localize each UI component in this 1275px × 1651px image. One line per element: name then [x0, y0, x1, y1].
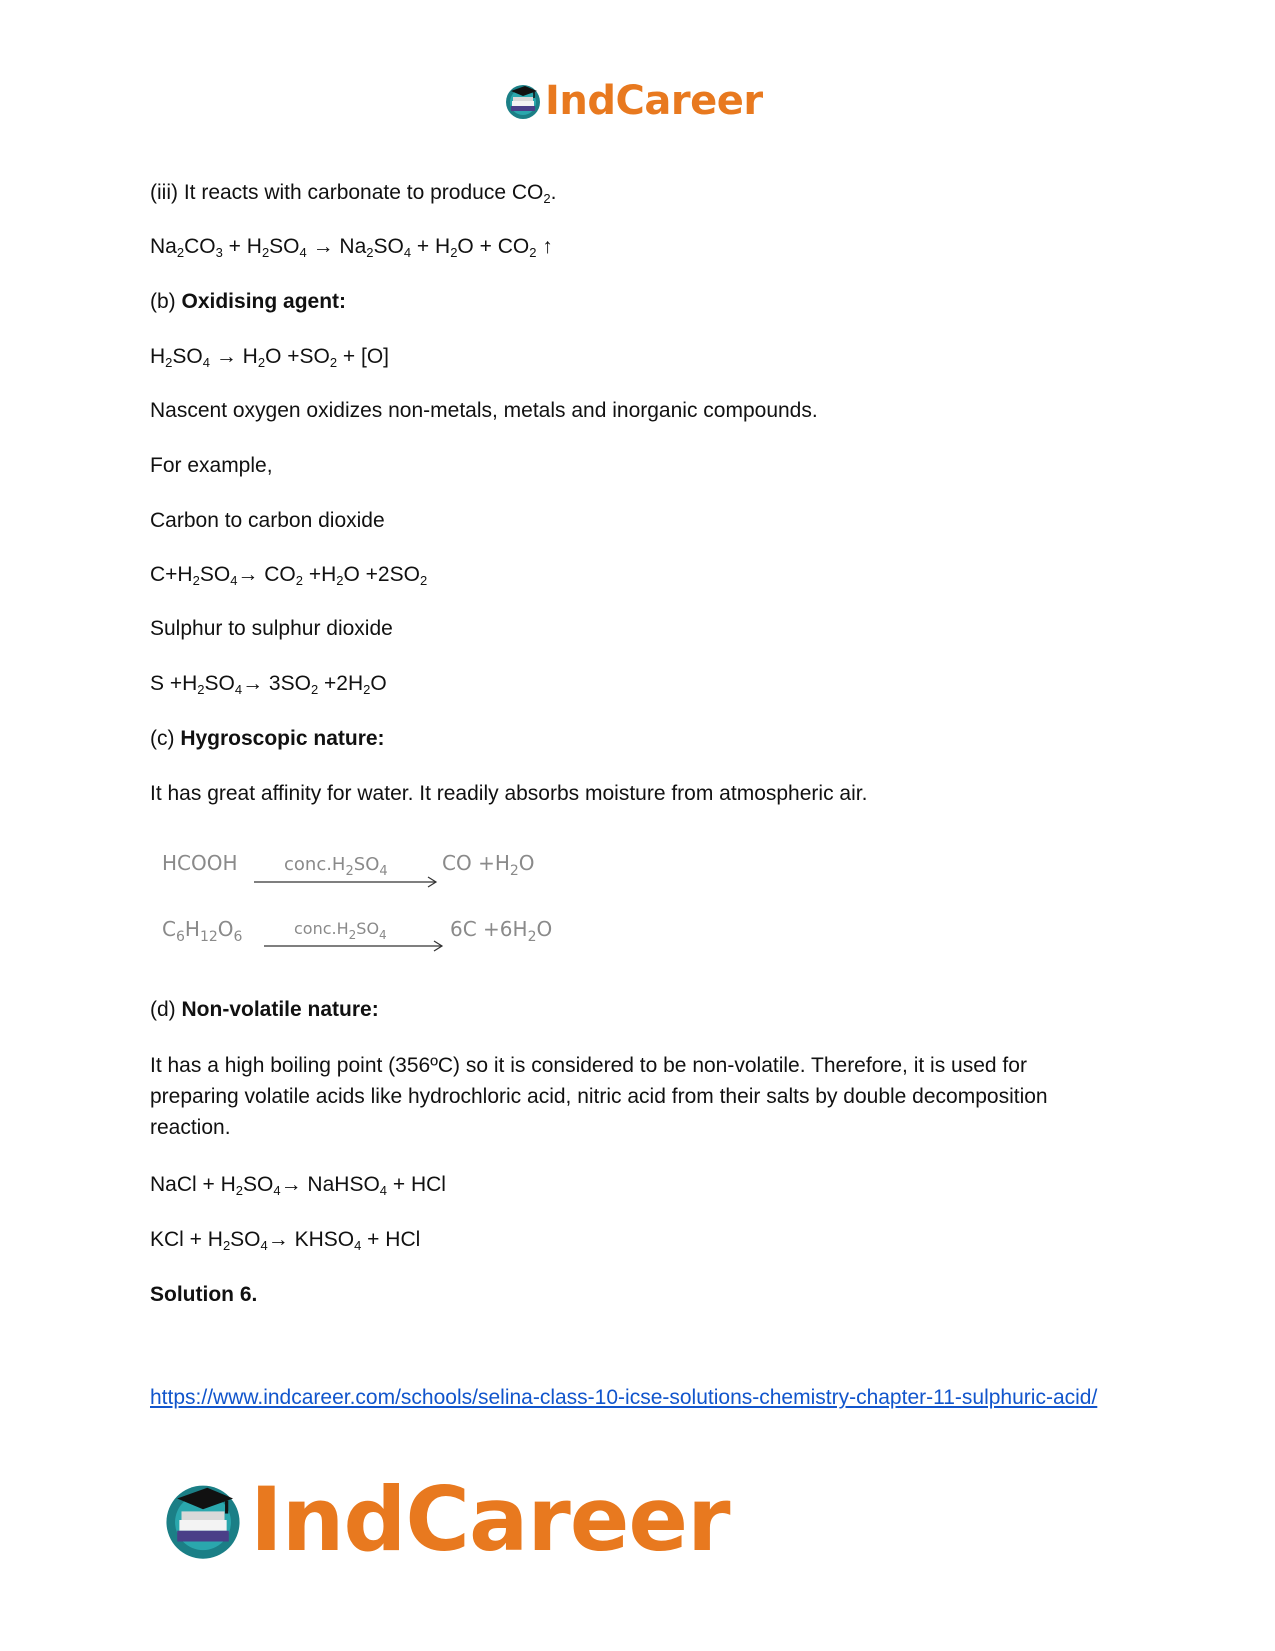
reaction-1-product: CO $+H_2O$: [442, 851, 535, 879]
reaction-1-reactant: HCOOH: [162, 851, 238, 875]
equation-line: $H_2SO_4 \to H_2O +SO_2 + [O]$: [150, 345, 390, 370]
reaction-2-product: $6C +6H_2O$: [450, 917, 553, 945]
text-line: Sulphur to sulphur dioxide: [150, 617, 393, 640]
text-line: Carbon to carbon dioxide: [150, 509, 385, 532]
equation-line: KCl + $H_2SO_4\to$ $KHSO_4$ + HCl: [150, 1228, 421, 1253]
solution-heading: Solution 6.: [150, 1283, 258, 1306]
indcareer-logo-bottom: [160, 1468, 730, 1571]
reaction-1-reagent: $conc.H_2SO_4$: [284, 854, 388, 879]
logo-text: IndCareer: [250, 1468, 730, 1571]
section-heading: (d) Non-volatile nature:: [150, 998, 379, 1021]
equation-line: $C+H_2SO_4\to CO_2 +H_2O +2SO_2$: [150, 563, 428, 588]
graduation-book-globe-icon: [503, 81, 543, 121]
text-line: For example,: [150, 454, 273, 477]
reaction-2-reactant: $C_6H_{12}O_6$: [162, 917, 243, 945]
equation-line: $Na_2CO_3 + H_2SO_4 \to Na_2SO_4 + H_2O + CO_2$ ↑: [150, 235, 553, 260]
section-heading: (b) Oxidising agent:: [150, 290, 347, 313]
logo-text: IndCareer: [545, 78, 763, 124]
reaction-2-reagent: $conc.H_2SO_4$: [294, 919, 387, 942]
equation-line: NaCl + $H_2SO_4\to$ NaHSO$_4$ + HCl: [150, 1173, 446, 1198]
paragraph: It has a high boiling point (356ºC) so it is considered to be non-volatile. Therefore, it is used for preparing volatile acids like hydrochloric acid, nitric acid from their salts by double decomposition reaction.: [150, 1054, 1048, 1139]
reaction-diagram: [158, 846, 578, 956]
equation-line: $S +H_2SO_4\to 3SO_2 +2H_2O$: [150, 672, 387, 697]
source-link[interactable]: https://www.indcareer.com/schools/selina-class-10-icse-solutions-chemistry-chapter-11-sulphuric-acid/: [150, 1386, 1098, 1409]
text-line: (iii) It reacts with carbonate to produce $CO_2$.: [150, 181, 557, 206]
text-line: It has great affinity for water. It readily absorbs moisture from atmospheric air.: [150, 782, 868, 805]
text-line: Nascent oxygen oxidizes non-metals, metals and inorganic compounds.: [150, 399, 818, 422]
section-heading: (c) Hygroscopic nature:: [150, 727, 385, 750]
indcareer-logo-top: [503, 78, 763, 124]
graduation-book-globe-icon: [160, 1477, 246, 1563]
